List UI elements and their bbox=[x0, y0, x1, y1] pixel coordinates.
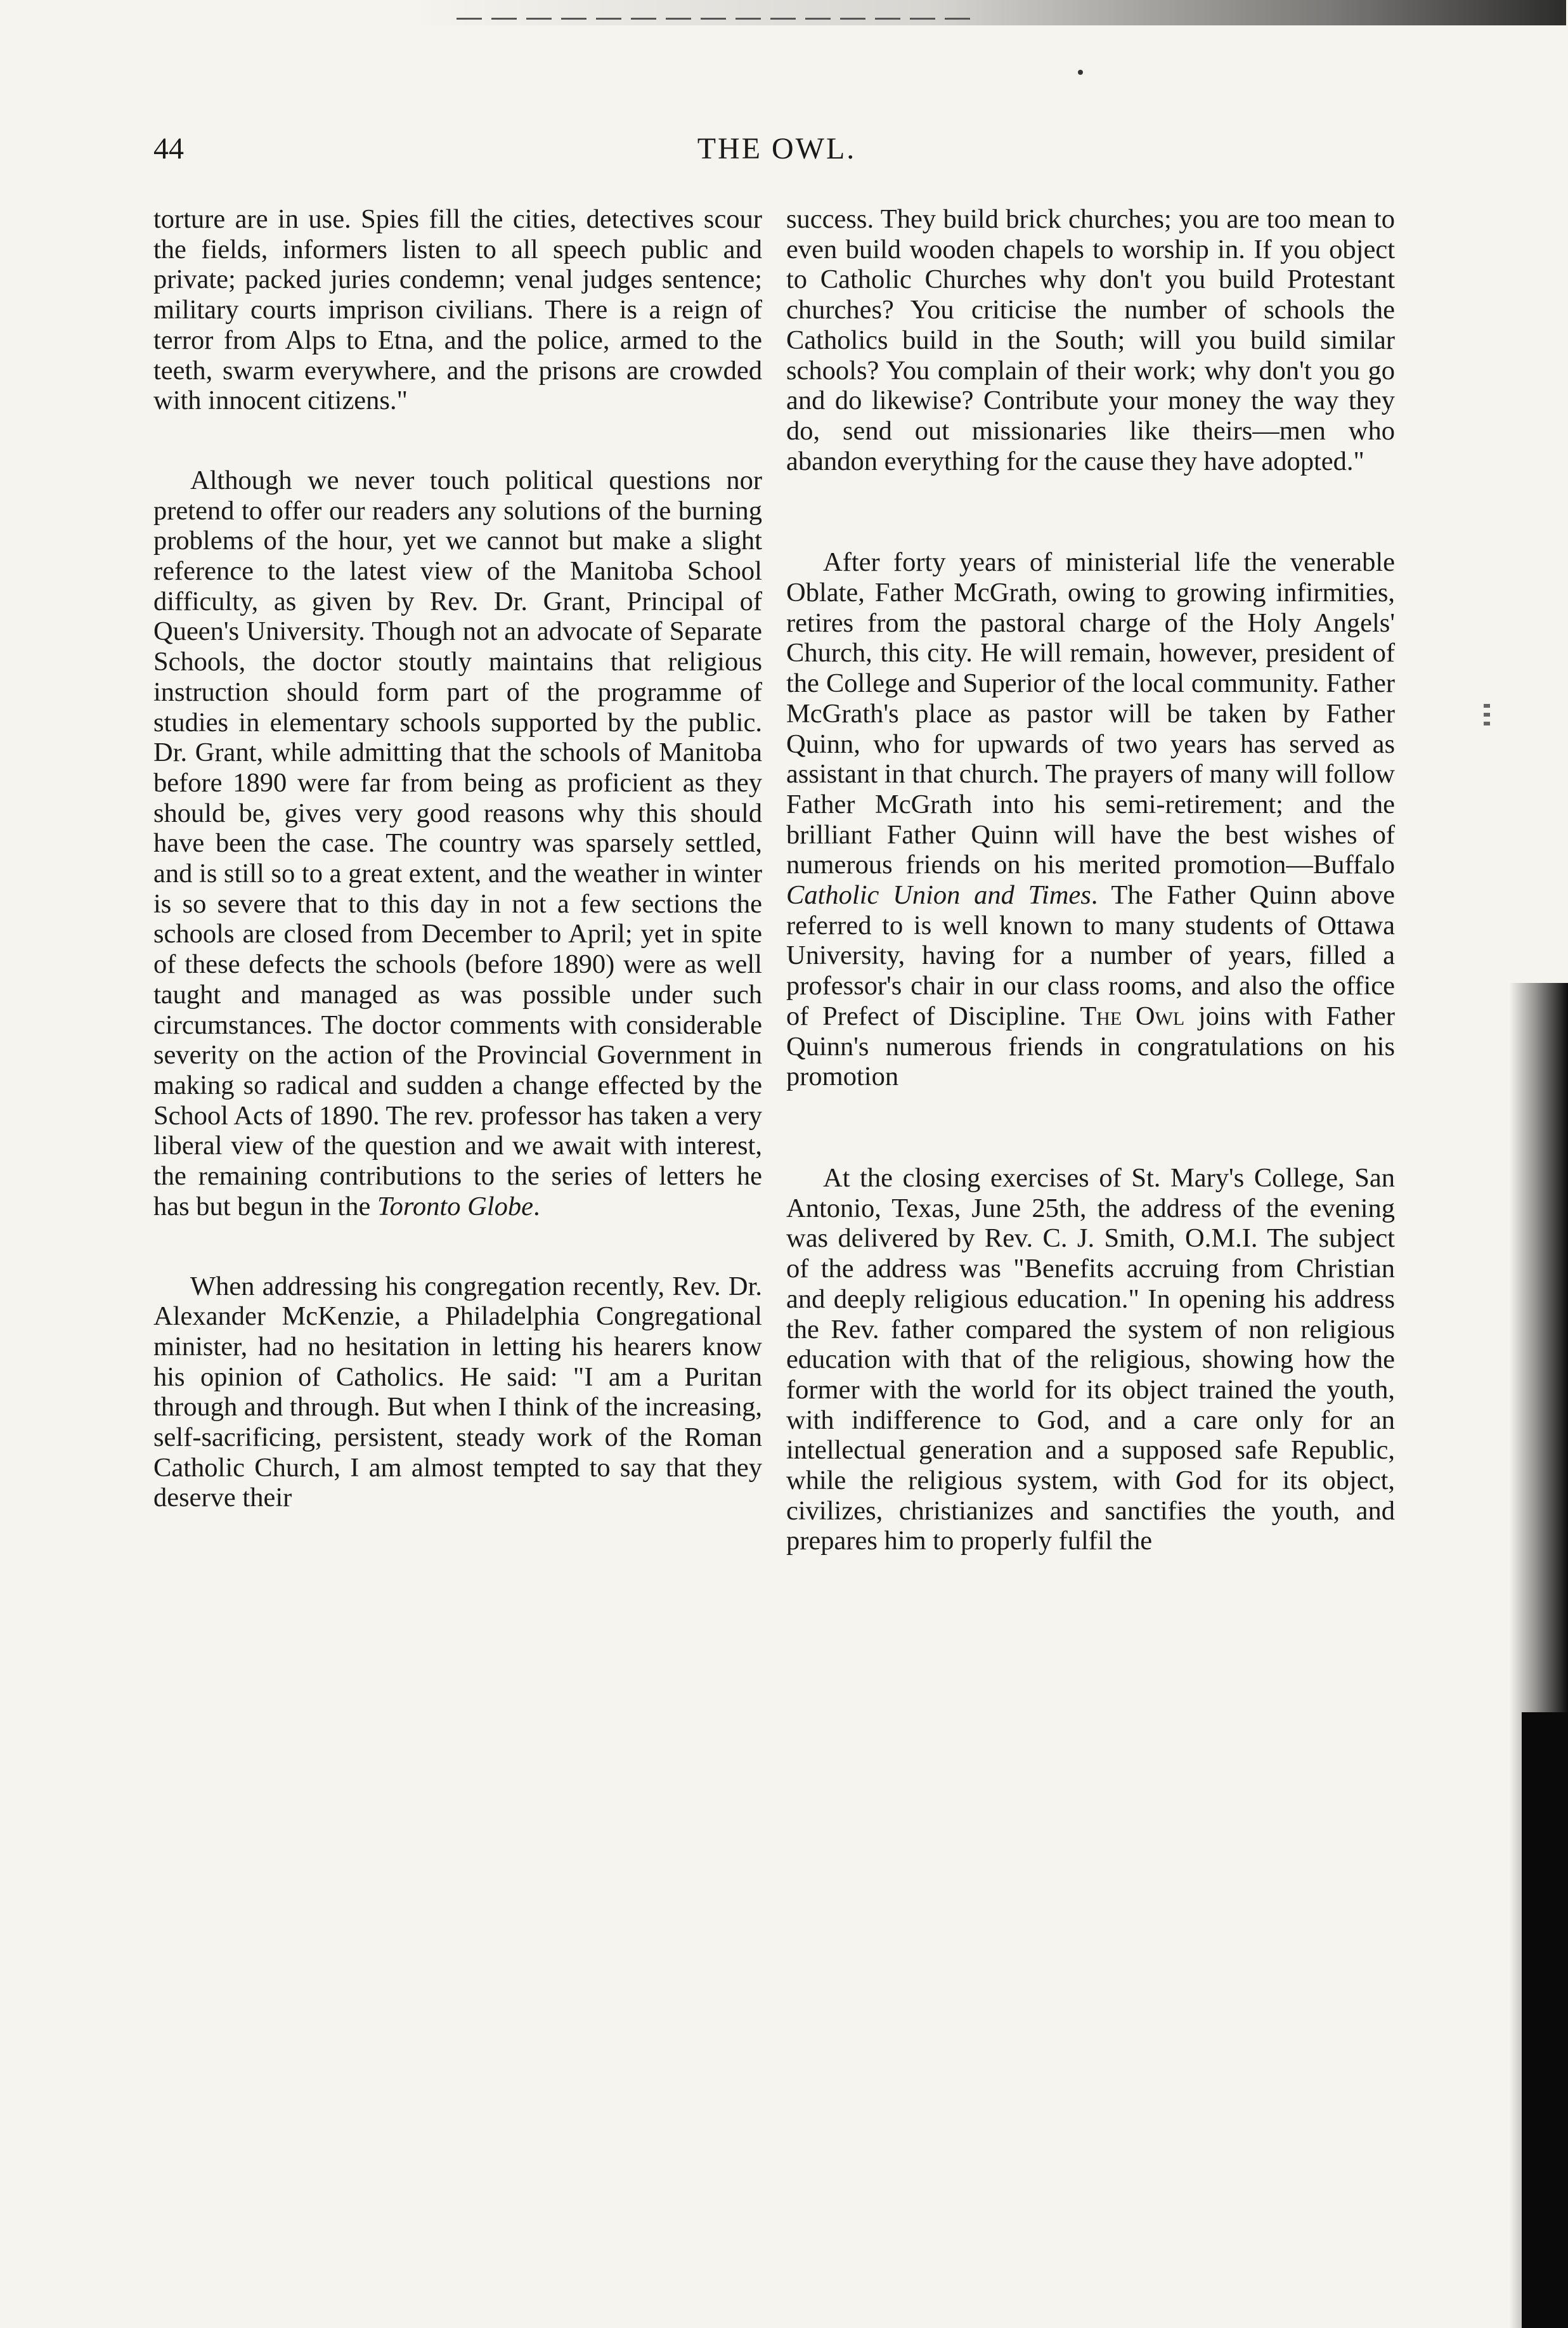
right-paragraph-1 bbox=[786, 204, 1395, 476]
text-run: success. They build brick churches; you are too mean to even build wooden chapels to worship in. If you object to Catholic Churches why don't you build Protestant churches? You criticise the number of schools the Catholics build in the South; will you build similar schools? You complain of their work; why don't you go and do likewise? Contribute your money the way they do, send out missionaries like theirs—men who abandon everything for the cause they have adopted." bbox=[786, 204, 1395, 476]
scan-edge-right-dark bbox=[1522, 1712, 1568, 2328]
text-run: . The Father Quinn above referred to is well known to many students of Ottawa University, having for a number of years, filled a professor's chair in our class rooms, and also the office of Prefect of Discipline. bbox=[786, 880, 1395, 1031]
right-paragraph-3 bbox=[786, 1163, 1395, 1556]
text-run: After forty years of ministerial life the venerable Oblate, Father McGrath, owing to growing infirmities, retires from the pastoral charge of the Holy Angels' Church, this city. He will remain, however, president of the College and Superior of the local community. Father McGrath's place as pastor will be taken by Father Quinn, who for upwards of two years has served as assistant in that church. The prayers of many will follow Father McGrath into his semi-retirement; and the brilliant Father Quinn will have the best wishes of numerous friends on his merited promotion—Buffalo bbox=[786, 547, 1395, 880]
publication-name-smallcaps: The Owl bbox=[1080, 1001, 1185, 1031]
page-number: 44 bbox=[153, 132, 184, 166]
left-column bbox=[153, 204, 762, 1513]
scan-edge-top bbox=[406, 0, 1566, 25]
text-run: When addressing his congregation recently, Rev. Dr. Alexander McKenzie, a Philadelphia Congregational minister, had no hesitation in letting his hearers know his opinion of Catholics. He said: "I am a Puritan through and through. But when I think of the increasing, self-sacrificing, persistent, steady work of the Roman Catholic Church, I am almost tempted to say that they deserve their bbox=[153, 1271, 762, 1513]
left-paragraph-2 bbox=[153, 465, 762, 1222]
text-run: joins with Father Quinn's numerous friends in congratulations on his promotion bbox=[786, 1001, 1395, 1092]
scan-rule-top bbox=[457, 18, 976, 20]
left-paragraph-1 bbox=[153, 204, 762, 416]
text-run: . bbox=[533, 1191, 540, 1221]
text-run: Although we never touch political questions nor pretend to offer our readers any solutions of the burning problems of the hour, yet we cannot but make a slight reference to the latest view of the Manitoba School difficulty, as given by Rev. Dr. Grant, Principal of Queen's University. Though not an advocate of Separate Schools, the doctor stoutly maintains that religious instruction should form part of the programme of studies in elementary schools supported by the public. Dr. Grant, while admitting that the schools of Manitoba before 1890 were far from being as proficient as they should be, gives very good reasons why this should have been the case. The country was sparsely settled, and is still so to a great extent, and the weather in winter is so severe that to this day in not a few sections the schools are closed from December to April; yet in spite of these defects the schools (before 1890) were as well taught and managed as was possible under such circumstances. The doctor comments with considerable severity on the action of the Provincial Government in making so radical and sudden a change effected by the School Acts of 1890. The rev. professor has taken a very liberal view of the question and we await with interest, the remaining contributions to the series of letters he has but begun in the bbox=[153, 465, 762, 1221]
scan-speck-margin bbox=[1484, 704, 1490, 729]
left-paragraph-3 bbox=[153, 1271, 762, 1514]
text-run: torture are in use. Spies fill the cities, detectives scour the fields, informers listen to all speech public and private; packed juries condemn; venal judges sentence; military courts imprison civilians. There is a reign of terror from Alps to Etna, and the police, armed to the teeth, swarm everywhere, and the prisons are crowded with innocent citizens." bbox=[153, 204, 762, 416]
text-run: At the closing exercises of St. Mary's College, San Antonio, Texas, June 25th, the address of the evening was delivered by Rev. C. J. Smith, O.M.I. The subject of the address was "Benefits accruing from Christian and deeply religious education." In opening his address the Rev. father compared the system of non religious education with that of the religious, showing how the former with the world for its object trained the youth, with indifference to God, and a care only for an intellectual generation and a supposed safe Republic, while the religious system, with God for its object, civilizes, christianizes and sanctifies the youth, and prepares him to properly fulfil the bbox=[786, 1162, 1395, 1556]
newspaper-title-italic: Toronto Globe bbox=[377, 1191, 533, 1221]
newspaper-title-italic: Catholic Union and Times bbox=[786, 880, 1091, 911]
running-head-title: THE OWL. bbox=[697, 132, 857, 166]
scan-speck-dot bbox=[1078, 70, 1083, 75]
right-paragraph-2 bbox=[786, 547, 1395, 1092]
right-column bbox=[786, 204, 1395, 1556]
